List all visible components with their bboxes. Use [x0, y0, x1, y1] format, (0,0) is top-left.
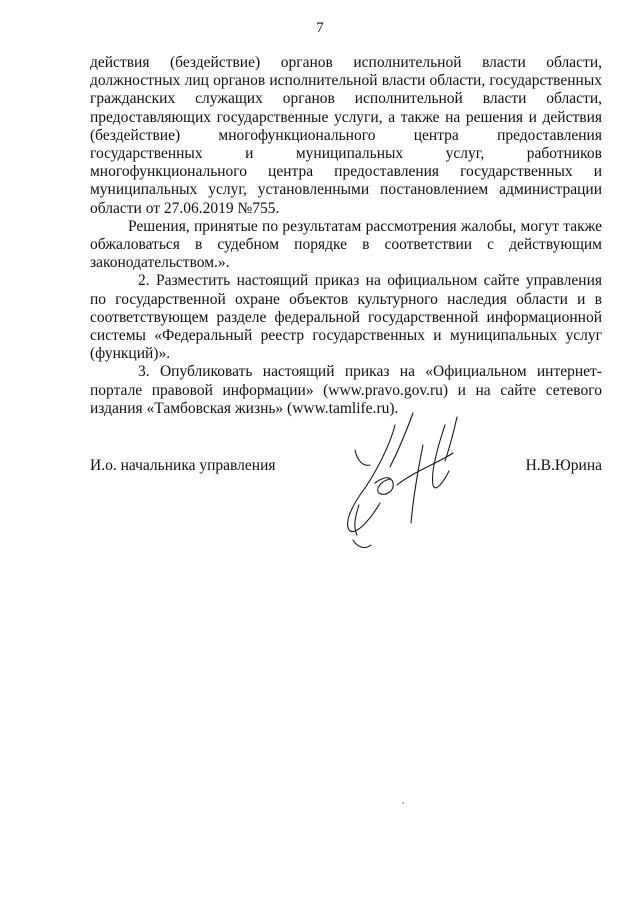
page-number: 7 — [316, 20, 324, 36]
paragraph-appeal-court: Решения, принятые по результатам рассмотрения жалобы, могут также обжаловаться в судебном порядке в соответствии с действующим законодательством.». — [90, 217, 602, 272]
paragraph-item-3: 3. Опубликовать настоящий приказ на «Официальном интернет-портале правовой информации» (www.pravo.gov.ru) и на сайте сетевого издания «Тамбовская жизнь» (www.tamlife.ru). — [90, 363, 602, 417]
handwritten-signature — [335, 405, 485, 555]
scan-speck — [402, 802, 404, 804]
signer-name: Н.В.Юрина — [525, 457, 602, 474]
paragraph-item-2: 2. Разместить настоящий приказ на официальном сайте управления по государственной охране объектов культурного наследия области и в соответствующем разделе федеральной государственной информационной системы «Федеральный реестр государственных и муниципальных услуг (функций)». — [90, 272, 602, 363]
signer-title: И.о. начальника управления — [90, 457, 276, 474]
document-body — [90, 54, 602, 418]
paragraph-continuation: действия (бездействие) органов исполнительной власти области, должностных лиц органов исполнительной власти области, государственных гражданских служащих органов исполнительной власти области, предоставляющих государственные услуги, а также на решения и действия (бездействие) многофункционального центра предоставления государственных и муниципальных услуг, работников многофункционального центра предоставления государственных и муниципальных услуг, установленными постановлением администрации области от 27.06.2019 №755. — [90, 54, 602, 217]
